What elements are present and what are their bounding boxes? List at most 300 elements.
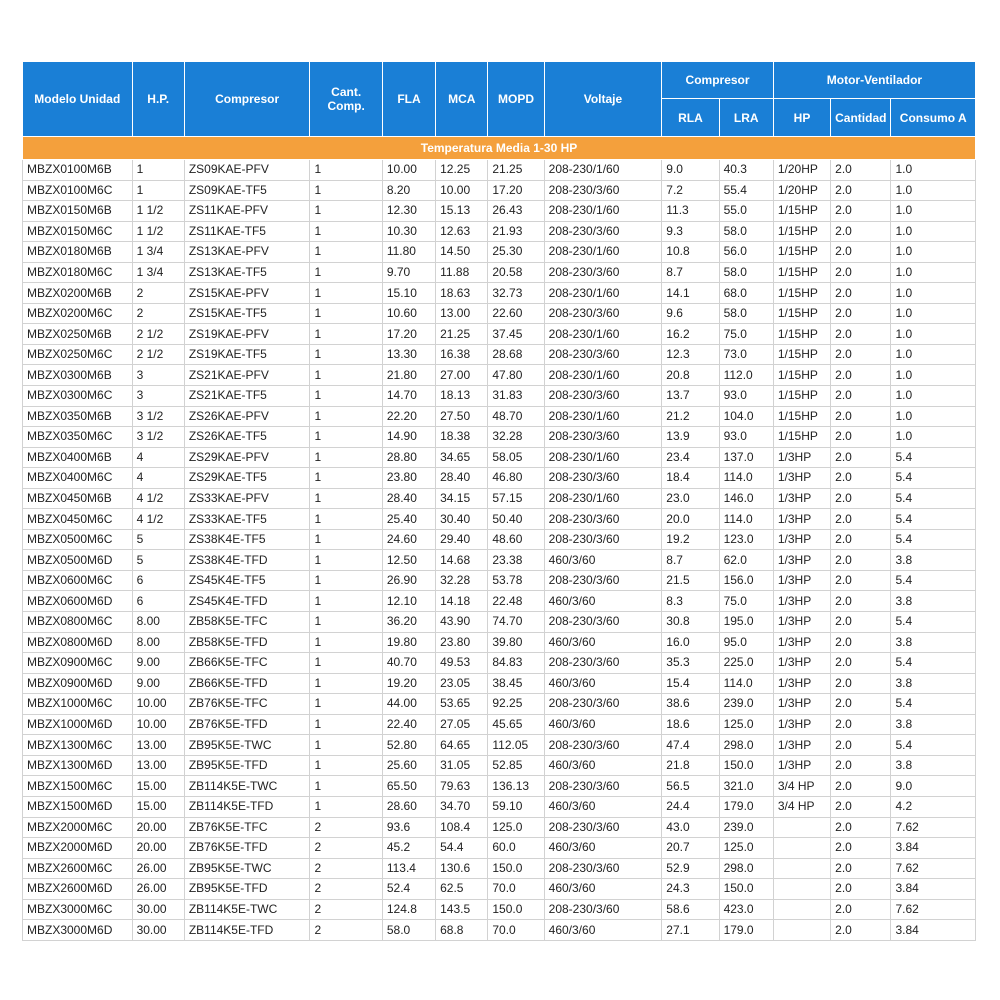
cell-rla: 7.2 — [662, 180, 719, 201]
cell-hp: 15.00 — [132, 776, 184, 797]
header-modelo-unidad: Modelo Unidad — [23, 62, 133, 137]
cell-consumo-a: 3.8 — [891, 632, 976, 653]
cell-modelo-unidad: MBZX0500M6D — [23, 550, 133, 571]
cell-cantidad: 2.0 — [831, 673, 891, 694]
cell-cant-comp: 1 — [310, 344, 382, 365]
cell-rla: 16.2 — [662, 324, 719, 345]
table-row — [23, 570, 976, 591]
cell-mca: 27.50 — [436, 406, 488, 427]
cell-fla: 13.30 — [382, 344, 435, 365]
cell-modelo-unidad: MBZX0180M6C — [23, 262, 133, 283]
cell-mca: 14.68 — [436, 550, 488, 571]
cell-cantidad: 2.0 — [831, 447, 891, 468]
cell-fla: 40.70 — [382, 653, 435, 674]
cell-hp: 5 — [132, 550, 184, 571]
header-consumo-a: Consumo A — [891, 99, 976, 137]
cell-mopd: 32.73 — [488, 283, 544, 304]
cell-compresor: ZB95K5E-TFD — [184, 755, 310, 776]
cell-rla: 24.3 — [662, 879, 719, 900]
cell-cantidad: 2.0 — [831, 468, 891, 489]
cell-mca: 64.65 — [436, 735, 488, 756]
cell-hp: 4 — [132, 468, 184, 489]
cell-cant-comp: 1 — [310, 201, 382, 222]
table-row — [23, 262, 976, 283]
cell-consumo-a: 7.62 — [891, 817, 976, 838]
cell-hp: 20.00 — [132, 817, 184, 838]
cell-modelo-unidad: MBZX3000M6C — [23, 899, 133, 920]
cell-voltaje: 460/3/60 — [544, 838, 662, 859]
cell-fla: 93.6 — [382, 817, 435, 838]
cell-compresor: ZS09KAE-PFV — [184, 160, 310, 181]
cell-cantidad: 2.0 — [831, 632, 891, 653]
cell-cant-comp: 1 — [310, 591, 382, 612]
header-rla: RLA — [662, 99, 719, 137]
cell-hp: 8.00 — [132, 612, 184, 633]
cell-mopd: 48.60 — [488, 529, 544, 550]
cell-fla: 19.20 — [382, 673, 435, 694]
cell-fla: 8.20 — [382, 180, 435, 201]
cell-motor-hp: 1/3HP — [773, 632, 830, 653]
cell-modelo-unidad: MBZX1500M6D — [23, 796, 133, 817]
cell-cant-comp: 1 — [310, 694, 382, 715]
cell-compresor: ZS29KAE-PFV — [184, 447, 310, 468]
header-compresor: Compresor — [184, 62, 310, 137]
cell-lra: 58.0 — [719, 262, 773, 283]
cell-hp: 13.00 — [132, 755, 184, 776]
cell-rla: 20.0 — [662, 509, 719, 530]
cell-rla: 47.4 — [662, 735, 719, 756]
cell-modelo-unidad: MBZX0100M6C — [23, 180, 133, 201]
cell-cant-comp: 2 — [310, 879, 382, 900]
cell-mopd: 48.70 — [488, 406, 544, 427]
table-row — [23, 673, 976, 694]
table-row — [23, 755, 976, 776]
cell-consumo-a: 1.0 — [891, 201, 976, 222]
cell-cantidad: 2.0 — [831, 386, 891, 407]
cell-mopd: 22.48 — [488, 591, 544, 612]
cell-voltaje: 460/3/60 — [544, 591, 662, 612]
cell-motor-hp: 3/4 HP — [773, 796, 830, 817]
cell-voltaje: 208-230/1/60 — [544, 201, 662, 222]
cell-cantidad: 2.0 — [831, 283, 891, 304]
cell-modelo-unidad: MBZX2000M6D — [23, 838, 133, 859]
cell-modelo-unidad: MBZX0250M6B — [23, 324, 133, 345]
cell-mopd: 150.0 — [488, 899, 544, 920]
cell-modelo-unidad: MBZX0150M6C — [23, 221, 133, 242]
cell-motor-hp — [773, 879, 830, 900]
cell-cant-comp: 1 — [310, 221, 382, 242]
cell-fla: 26.90 — [382, 570, 435, 591]
cell-rla: 30.8 — [662, 612, 719, 633]
cell-mopd: 53.78 — [488, 570, 544, 591]
cell-cantidad: 2.0 — [831, 242, 891, 263]
cell-compresor: ZB76K5E-TFC — [184, 694, 310, 715]
cell-hp: 2 1/2 — [132, 344, 184, 365]
cell-modelo-unidad: MBZX0900M6D — [23, 673, 133, 694]
cell-consumo-a: 1.0 — [891, 242, 976, 263]
cell-compresor: ZB95K5E-TWC — [184, 735, 310, 756]
cell-lra: 75.0 — [719, 591, 773, 612]
cell-lra: 179.0 — [719, 796, 773, 817]
table-row — [23, 817, 976, 838]
cell-compresor: ZS15KAE-TF5 — [184, 303, 310, 324]
cell-compresor: ZB58K5E-TFD — [184, 632, 310, 653]
cell-voltaje: 208-230/3/60 — [544, 817, 662, 838]
cell-mca: 15.13 — [436, 201, 488, 222]
cell-voltaje: 208-230/1/60 — [544, 242, 662, 263]
cell-motor-hp — [773, 858, 830, 879]
cell-mca: 14.50 — [436, 242, 488, 263]
spec-table — [22, 61, 976, 941]
cell-hp: 2 — [132, 303, 184, 324]
cell-rla: 16.0 — [662, 632, 719, 653]
table-row — [23, 406, 976, 427]
cell-hp: 3 1/2 — [132, 427, 184, 448]
cell-modelo-unidad: MBZX0800M6D — [23, 632, 133, 653]
table-header — [23, 62, 976, 137]
cell-compresor: ZS15KAE-PFV — [184, 283, 310, 304]
cell-cantidad: 2.0 — [831, 406, 891, 427]
cell-mopd: 58.05 — [488, 447, 544, 468]
cell-motor-hp: 1/3HP — [773, 529, 830, 550]
cell-fla: 58.0 — [382, 920, 435, 941]
cell-hp: 6 — [132, 570, 184, 591]
cell-compresor: ZS26KAE-TF5 — [184, 427, 310, 448]
cell-modelo-unidad: MBZX1300M6C — [23, 735, 133, 756]
cell-mopd: 112.05 — [488, 735, 544, 756]
cell-rla: 21.5 — [662, 570, 719, 591]
cell-rla: 9.3 — [662, 221, 719, 242]
cell-voltaje: 208-230/3/60 — [544, 858, 662, 879]
cell-mopd: 60.0 — [488, 838, 544, 859]
cell-modelo-unidad: MBZX2600M6C — [23, 858, 133, 879]
cell-consumo-a: 5.4 — [891, 570, 976, 591]
cell-cantidad: 2.0 — [831, 920, 891, 941]
cell-compresor: ZS11KAE-TF5 — [184, 221, 310, 242]
cell-modelo-unidad: MBZX3000M6D — [23, 920, 133, 941]
cell-motor-hp: 1/3HP — [773, 509, 830, 530]
cell-fla: 124.8 — [382, 899, 435, 920]
cell-compresor: ZB76K5E-TFC — [184, 817, 310, 838]
cell-mopd: 47.80 — [488, 365, 544, 386]
cell-fla: 52.80 — [382, 735, 435, 756]
cell-compresor: ZS13KAE-TF5 — [184, 262, 310, 283]
cell-mopd: 31.83 — [488, 386, 544, 407]
table-row — [23, 160, 976, 181]
table-row — [23, 838, 976, 859]
cell-rla: 8.7 — [662, 262, 719, 283]
cell-cantidad: 2.0 — [831, 899, 891, 920]
header-mca: MCA — [436, 62, 488, 137]
cell-hp: 1 3/4 — [132, 262, 184, 283]
cell-cantidad: 2.0 — [831, 591, 891, 612]
cell-modelo-unidad: MBZX0800M6C — [23, 612, 133, 633]
cell-modelo-unidad: MBZX2000M6C — [23, 817, 133, 838]
cell-motor-hp: 3/4 HP — [773, 776, 830, 797]
cell-lra: 40.3 — [719, 160, 773, 181]
table-row — [23, 632, 976, 653]
cell-voltaje: 208-230/3/60 — [544, 570, 662, 591]
cell-mca: 12.25 — [436, 160, 488, 181]
cell-modelo-unidad: MBZX0300M6C — [23, 386, 133, 407]
cell-voltaje: 460/3/60 — [544, 920, 662, 941]
cell-cantidad: 2.0 — [831, 324, 891, 345]
cell-fla: 12.30 — [382, 201, 435, 222]
cell-voltaje: 208-230/3/60 — [544, 612, 662, 633]
cell-mca: 108.4 — [436, 817, 488, 838]
table-row — [23, 529, 976, 550]
cell-lra: 55.0 — [719, 201, 773, 222]
cell-rla: 20.7 — [662, 838, 719, 859]
header-hp: H.P. — [132, 62, 184, 137]
cell-lra: 58.0 — [719, 303, 773, 324]
cell-mca: 18.63 — [436, 283, 488, 304]
table-row — [23, 776, 976, 797]
cell-motor-hp: 1/15HP — [773, 386, 830, 407]
cell-voltaje: 208-230/3/60 — [544, 653, 662, 674]
cell-mopd: 84.83 — [488, 653, 544, 674]
cell-voltaje: 208-230/3/60 — [544, 776, 662, 797]
cell-modelo-unidad: MBZX0400M6B — [23, 447, 133, 468]
cell-mca: 11.88 — [436, 262, 488, 283]
cell-compresor: ZS33KAE-PFV — [184, 488, 310, 509]
cell-voltaje: 208-230/3/60 — [544, 509, 662, 530]
cell-cantidad: 2.0 — [831, 201, 891, 222]
cell-motor-hp: 1/15HP — [773, 283, 830, 304]
cell-cant-comp: 1 — [310, 488, 382, 509]
cell-cantidad: 2.0 — [831, 427, 891, 448]
cell-lra: 75.0 — [719, 324, 773, 345]
cell-mca: 62.5 — [436, 879, 488, 900]
cell-mca: 130.6 — [436, 858, 488, 879]
cell-consumo-a: 3.84 — [891, 838, 976, 859]
cell-fla: 14.90 — [382, 427, 435, 448]
cell-fla: 10.30 — [382, 221, 435, 242]
cell-consumo-a: 5.4 — [891, 447, 976, 468]
cell-compresor: ZB66K5E-TFD — [184, 673, 310, 694]
table-row — [23, 365, 976, 386]
cell-cant-comp: 1 — [310, 776, 382, 797]
cell-motor-hp: 1/15HP — [773, 427, 830, 448]
cell-voltaje: 208-230/3/60 — [544, 344, 662, 365]
table-row — [23, 694, 976, 715]
table-row — [23, 201, 976, 222]
cell-fla: 45.2 — [382, 838, 435, 859]
cell-motor-hp: 1/3HP — [773, 694, 830, 715]
cell-consumo-a: 1.0 — [891, 324, 976, 345]
cell-cant-comp: 1 — [310, 714, 382, 735]
cell-mca: 28.40 — [436, 468, 488, 489]
cell-voltaje: 208-230/1/60 — [544, 488, 662, 509]
cell-mca: 43.90 — [436, 612, 488, 633]
cell-modelo-unidad: MBZX0350M6C — [23, 427, 133, 448]
cell-compresor: ZS26KAE-PFV — [184, 406, 310, 427]
cell-cant-comp: 1 — [310, 283, 382, 304]
cell-rla: 56.5 — [662, 776, 719, 797]
cell-hp: 3 — [132, 365, 184, 386]
cell-compresor: ZS19KAE-PFV — [184, 324, 310, 345]
cell-fla: 21.80 — [382, 365, 435, 386]
cell-voltaje: 460/3/60 — [544, 755, 662, 776]
cell-rla: 19.2 — [662, 529, 719, 550]
cell-cantidad: 2.0 — [831, 344, 891, 365]
cell-consumo-a: 5.4 — [891, 529, 976, 550]
cell-rla: 9.0 — [662, 160, 719, 181]
cell-consumo-a: 3.8 — [891, 673, 976, 694]
cell-compresor: ZS29KAE-TF5 — [184, 468, 310, 489]
cell-cant-comp: 2 — [310, 817, 382, 838]
table-row — [23, 221, 976, 242]
cell-cant-comp: 1 — [310, 324, 382, 345]
cell-consumo-a: 5.4 — [891, 694, 976, 715]
cell-mopd: 38.45 — [488, 673, 544, 694]
cell-hp: 1 3/4 — [132, 242, 184, 263]
cell-consumo-a: 5.4 — [891, 468, 976, 489]
cell-voltaje: 208-230/3/60 — [544, 221, 662, 242]
table-row — [23, 858, 976, 879]
cell-hp: 3 — [132, 386, 184, 407]
cell-mca: 12.63 — [436, 221, 488, 242]
cell-voltaje: 208-230/3/60 — [544, 529, 662, 550]
cell-consumo-a: 5.4 — [891, 735, 976, 756]
cell-mopd: 70.0 — [488, 920, 544, 941]
cell-rla: 18.6 — [662, 714, 719, 735]
cell-mopd: 26.43 — [488, 201, 544, 222]
cell-mca: 32.28 — [436, 570, 488, 591]
cell-compresor: ZB95K5E-TWC — [184, 858, 310, 879]
cell-consumo-a: 1.0 — [891, 427, 976, 448]
cell-fla: 10.60 — [382, 303, 435, 324]
cell-hp: 9.00 — [132, 673, 184, 694]
cell-fla: 44.00 — [382, 694, 435, 715]
cell-consumo-a: 1.0 — [891, 344, 976, 365]
cell-voltaje: 208-230/3/60 — [544, 694, 662, 715]
table-row — [23, 344, 976, 365]
cell-hp: 4 1/2 — [132, 488, 184, 509]
cell-motor-hp: 1/3HP — [773, 447, 830, 468]
cell-lra: 56.0 — [719, 242, 773, 263]
cell-cant-comp: 1 — [310, 160, 382, 181]
cell-hp: 10.00 — [132, 714, 184, 735]
cell-mca: 14.18 — [436, 591, 488, 612]
cell-lra: 68.0 — [719, 283, 773, 304]
cell-consumo-a: 5.4 — [891, 653, 976, 674]
cell-hp: 4 1/2 — [132, 509, 184, 530]
cell-consumo-a: 3.84 — [891, 920, 976, 941]
cell-mca: 27.05 — [436, 714, 488, 735]
cell-compresor: ZB114K5E-TFD — [184, 920, 310, 941]
cell-motor-hp: 1/3HP — [773, 570, 830, 591]
cell-lra: 150.0 — [719, 879, 773, 900]
cell-fla: 25.60 — [382, 755, 435, 776]
cell-hp: 8.00 — [132, 632, 184, 653]
cell-rla: 14.1 — [662, 283, 719, 304]
cell-voltaje: 460/3/60 — [544, 673, 662, 694]
table-row — [23, 735, 976, 756]
cell-modelo-unidad: MBZX0200M6C — [23, 303, 133, 324]
cell-hp: 20.00 — [132, 838, 184, 859]
cell-fla: 24.60 — [382, 529, 435, 550]
cell-mopd: 70.0 — [488, 879, 544, 900]
cell-hp: 4 — [132, 447, 184, 468]
cell-mopd: 74.70 — [488, 612, 544, 633]
cell-voltaje: 208-230/1/60 — [544, 160, 662, 181]
cell-mopd: 150.0 — [488, 858, 544, 879]
cell-voltaje: 208-230/1/60 — [544, 324, 662, 345]
cell-cant-comp: 1 — [310, 755, 382, 776]
cell-cant-comp: 1 — [310, 447, 382, 468]
cell-compresor: ZS38K4E-TF5 — [184, 529, 310, 550]
cell-hp: 13.00 — [132, 735, 184, 756]
cell-mca: 13.00 — [436, 303, 488, 324]
cell-voltaje: 460/3/60 — [544, 879, 662, 900]
cell-mca: 21.25 — [436, 324, 488, 345]
cell-cantidad: 2.0 — [831, 796, 891, 817]
cell-motor-hp: 1/15HP — [773, 344, 830, 365]
cell-voltaje: 208-230/3/60 — [544, 468, 662, 489]
cell-cant-comp: 2 — [310, 838, 382, 859]
cell-hp: 26.00 — [132, 858, 184, 879]
cell-mopd: 45.65 — [488, 714, 544, 735]
cell-fla: 10.00 — [382, 160, 435, 181]
header-cant-comp: Cant. Comp. — [310, 62, 382, 137]
cell-voltaje: 208-230/3/60 — [544, 303, 662, 324]
cell-cantidad: 2.0 — [831, 817, 891, 838]
table-row — [23, 180, 976, 201]
cell-lra: 195.0 — [719, 612, 773, 633]
cell-consumo-a: 1.0 — [891, 406, 976, 427]
cell-mopd: 92.25 — [488, 694, 544, 715]
cell-voltaje: 208-230/3/60 — [544, 180, 662, 201]
cell-lra: 298.0 — [719, 858, 773, 879]
cell-mca: 49.53 — [436, 653, 488, 674]
cell-hp: 1 1/2 — [132, 221, 184, 242]
cell-compresor: ZB58K5E-TFC — [184, 612, 310, 633]
cell-modelo-unidad: MBZX0250M6C — [23, 344, 133, 365]
cell-cantidad: 2.0 — [831, 529, 891, 550]
cell-lra: 225.0 — [719, 653, 773, 674]
cell-fla: 28.60 — [382, 796, 435, 817]
cell-compresor: ZS21KAE-TF5 — [184, 386, 310, 407]
cell-rla: 20.8 — [662, 365, 719, 386]
cell-voltaje: 208-230/1/60 — [544, 406, 662, 427]
cell-motor-hp: 1/15HP — [773, 262, 830, 283]
cell-lra: 114.0 — [719, 468, 773, 489]
table-row — [23, 242, 976, 263]
cell-compresor: ZS45K4E-TFD — [184, 591, 310, 612]
cell-cant-comp: 1 — [310, 242, 382, 263]
header-motor-hp: HP — [773, 99, 830, 137]
cell-compresor: ZS21KAE-PFV — [184, 365, 310, 386]
cell-cantidad: 2.0 — [831, 755, 891, 776]
cell-mca: 34.65 — [436, 447, 488, 468]
cell-modelo-unidad: MBZX1000M6C — [23, 694, 133, 715]
cell-cant-comp: 1 — [310, 365, 382, 386]
cell-lra: 125.0 — [719, 714, 773, 735]
table-row — [23, 427, 976, 448]
cell-motor-hp: 1/3HP — [773, 468, 830, 489]
cell-cant-comp: 1 — [310, 427, 382, 448]
section-title: Temperatura Media 1-30 HP — [23, 137, 976, 160]
cell-cant-comp: 1 — [310, 262, 382, 283]
cell-mca: 54.4 — [436, 838, 488, 859]
cell-mca: 34.70 — [436, 796, 488, 817]
cell-motor-hp: 1/15HP — [773, 303, 830, 324]
cell-compresor: ZB66K5E-TFC — [184, 653, 310, 674]
cell-compresor: ZS45K4E-TF5 — [184, 570, 310, 591]
cell-mca: 53.65 — [436, 694, 488, 715]
cell-consumo-a: 5.4 — [891, 612, 976, 633]
